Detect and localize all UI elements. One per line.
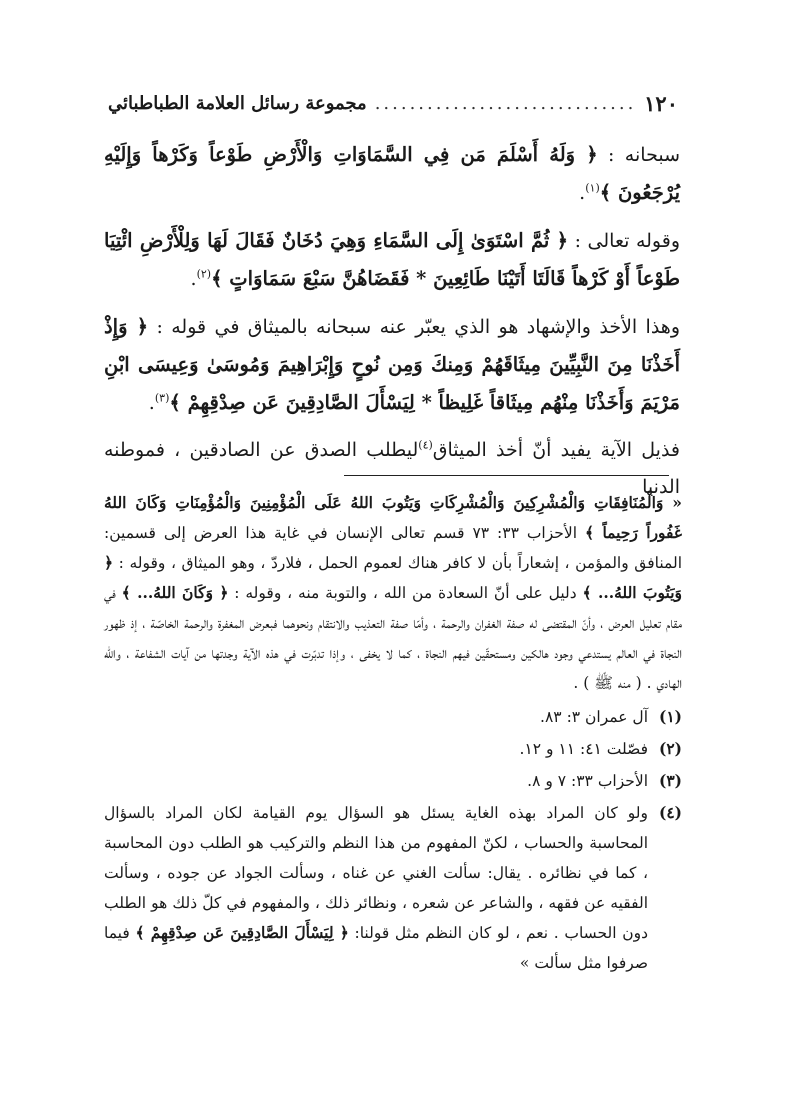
footnote-2 xyxy=(104,734,682,764)
footnote-text: آل عمران ٣: ٨٣. xyxy=(540,708,648,726)
paragraph-3 xyxy=(104,308,680,422)
author-note-verse-3: ﴿ وَكَانَ اللهُ... ﴾ xyxy=(121,583,229,602)
paragraph-3-end: . xyxy=(148,392,155,414)
author-note-text-a: الأحزاب ٣٣: ٧٣ قسم تعالى الإنسان في غاية هذا العرض إلى قسمين: المنافق والمؤمن ، إشعاراً بأن لا كافر هناك لعموم الحمل ، فلاردّ ، وهو الميثاق ، وقوله : xyxy=(104,524,683,572)
paragraph-2 xyxy=(104,222,680,298)
footnote-number: (١) xyxy=(658,707,682,726)
footnote-text xyxy=(104,798,648,978)
footnote-ref-4: (٤) xyxy=(418,438,433,452)
footnotes xyxy=(104,488,682,980)
footnote-3 xyxy=(104,766,682,796)
author-note-text-c: في مقام تعليل العرض ، وأنّ المقتضى له صفة الغفران والرحمة ، وأمّا صفة التعذيب والانتقام ونحوهما فبعرض المغفرة والرحمة الخاصّة ، إذ ظهور النجاة في العالم يستدعي وجود هالكين ومستحقّين فيهم النجاة ، كما لا يخفى ، وإذا تدبّرت في هذه الآية وجدتها من آيات الشفاعة ، والله الهادي . ( منه ﷺ ) . xyxy=(104,584,682,692)
paragraph-2-end: . xyxy=(190,268,197,290)
footnote-number: (٣) xyxy=(658,771,682,790)
footnote-4-verse: ﴿ لِيَسْأَلَ الصَّادِقِينَ عَن صِدْقِهِمْ ﴾ xyxy=(135,923,349,942)
footnote-number: (٤) xyxy=(658,803,682,822)
author-note xyxy=(104,488,682,698)
page-number: ١٢٠ xyxy=(644,90,678,116)
paragraph-4-start: فذيل الآية يفيد أنّ أخذ الميثاق xyxy=(432,439,680,461)
quran-verse-3: ﴿ وَإِذْ أَخَذْنَا مِنَ النَّبِيِّينَ مِيثَاقَهُمْ وَمِنكَ وَمِن نُوحٍ وَإِبْرَاهِيمَ وَمُوسَىٰ وَعِيسَى ابْنِ مَرْيَمَ وَأَخَذْنَا مِنْهُم مِيثَاقاً غَلِيظاً * لِيَسْأَلَ الصَّادِقِينَ عَن صِدْقِهِمْ ﴾ xyxy=(104,315,680,414)
footnote-ref-2: (٢) xyxy=(196,267,212,281)
paragraph-2-prefix: وقوله تعالى : xyxy=(574,230,680,252)
footnote-text: الأحزاب ٣٣: ٧ و ٨. xyxy=(527,772,648,790)
main-text xyxy=(104,136,680,516)
author-note-verse: « وَالْمُنَافِقَاتِ وَالْمُشْرِكِينَ وَالْمُشْرِكَاتِ وَيَتُوبَ اللهُ عَلَى الْمُؤْمِنِينَ وَالْمُؤْمِنَاتِ وَكَانَ اللهُ غَفُوراً رَحِيماً ﴾ xyxy=(104,493,683,542)
footnote-4 xyxy=(104,798,682,978)
quran-verse-1: ﴿ وَلَهُ أَسْلَمَ مَن فِي السَّمَاوَاتِ وَالْأَرْضِ طَوْعاً وَكَرْهاً وَإِلَيْهِ يُرْجَعُونَ ﴾ xyxy=(104,143,680,204)
running-header xyxy=(108,88,678,118)
footnote-number: (٢) xyxy=(658,739,682,758)
author-note-verse-2: ﴿ وَيَتُوبَ اللهُ... ﴾ xyxy=(104,553,682,602)
footnote-ref-3: (٣) xyxy=(154,391,170,405)
footnote-4-text: ولو كان المراد بهذه الغاية يسئل هو السؤال يوم القيامة لكان المراد بالسؤال المحاسبة والحساب ، لكنّ المفهوم من هذا النظم والتركيب هو الطلب دون المحاسبة ، كما في نظائره . يقال: سألت الغني عن غناه ، وسألت الجواد عن جوده ، وسألت الفقيه عن فقهه ، والشاعر عن شعره ، ونظائر ذلك ، والمفهوم في كلّ ذلك هو الطلب دون الحساب . نعم ، لو كان النظم مثل قولنا: xyxy=(104,804,648,942)
footnote-4-end: فيما صرفوا مثل سألت » xyxy=(104,924,648,972)
author-note-text-b: دليل على أنّ السعادة من الله ، والتوبة منه ، وقوله : xyxy=(234,584,577,602)
paragraph-4-end: ليطلب الصدق عن الصادقين ، فموطنه الدنيا xyxy=(104,439,680,498)
paragraph-3-prefix: وهذا الأخذ والإشهاد هو الذي يعبّر عنه سبحانه بالميثاق في قوله : xyxy=(156,316,681,338)
paragraph-1 xyxy=(104,136,680,212)
paragraph-1-end: . xyxy=(579,182,586,204)
header-leader-dots xyxy=(375,93,636,114)
footnote-text: فصّلت ٤١: ١١ و ١٢. xyxy=(519,740,648,758)
footnote-ref-1: (١) xyxy=(585,181,600,195)
footnote-separator xyxy=(344,475,669,476)
footnote-1 xyxy=(104,702,682,732)
quran-verse-2: ﴿ ثُمَّ اسْتَوَىٰ إِلَى السَّمَاءِ وَهِيَ دُخَانٌ فَقَالَ لَهَا وَلِلْأَرْضِ ائْتِيَا طَوْعاً أَوْ كَرْهاً قَالَتَا أَتَيْنَا طَائِعِينَ * فَقَضَاهُنَّ سَبْعَ سَمَاوَاتٍ ﴾ xyxy=(104,229,680,290)
paragraph-1-prefix: سبحانه : xyxy=(608,144,680,166)
header-title: مجموعة رسائل العلامة الطباطبائي xyxy=(108,92,367,114)
